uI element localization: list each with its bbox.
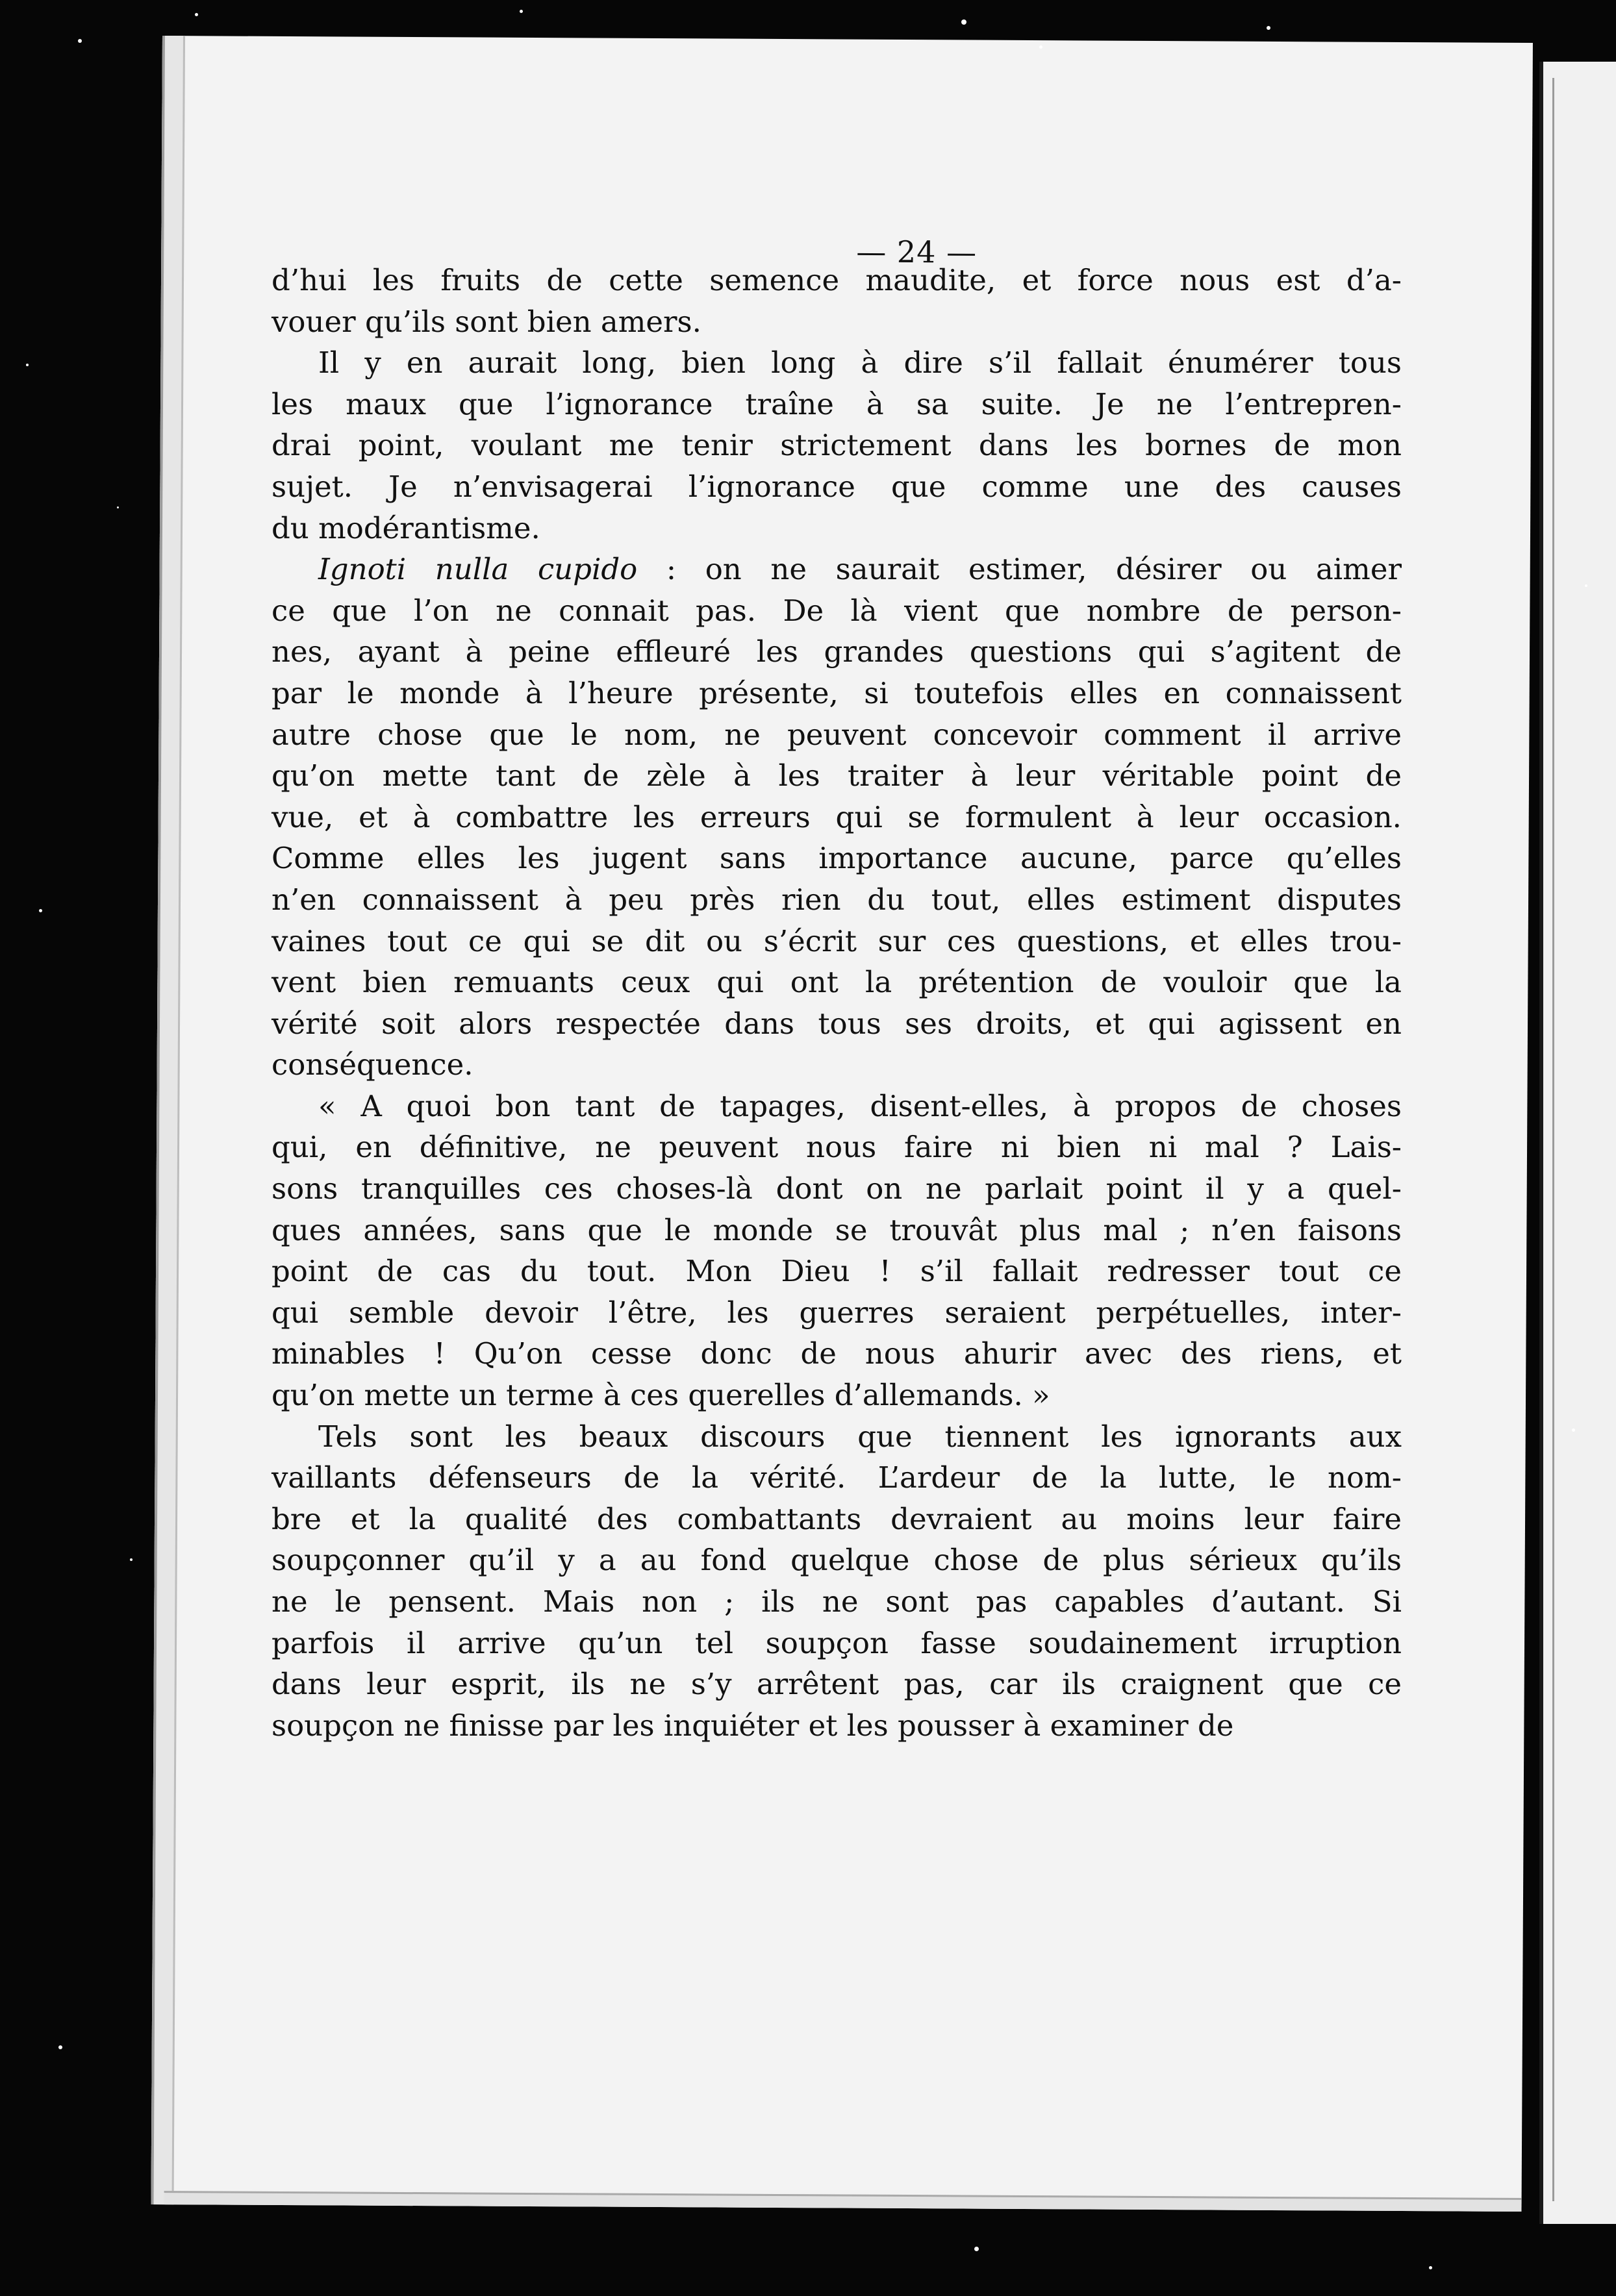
dust-speck bbox=[1039, 45, 1042, 49]
page-number: — 24 — bbox=[856, 234, 978, 270]
dust-speck bbox=[39, 909, 42, 912]
text-line: drai point, voulant me tenir strictement dans les bornes de mon bbox=[271, 428, 1402, 463]
paragraph bbox=[271, 549, 1402, 1086]
text-line: vue, et à combattre les erreurs qui se formulent à leur occasion. bbox=[271, 799, 1402, 834]
dust-speck bbox=[961, 19, 966, 25]
dust-speck bbox=[520, 10, 523, 13]
dust-speck bbox=[117, 506, 119, 508]
dust-speck bbox=[1572, 1429, 1575, 1432]
line-text: : on ne saurait estimer, désirer ou aimer bbox=[637, 552, 1402, 587]
dust-speck bbox=[1585, 584, 1587, 587]
dust-speck bbox=[974, 2247, 979, 2251]
italic-lead: Ignoti nulla cupido bbox=[318, 552, 638, 587]
text-line: Tels sont les beaux discours que tiennent les ignorants aux bbox=[318, 1419, 1402, 1454]
text-line: vaillants défenseurs de la vérité. L’ardeur de la lutte, le nom- bbox=[271, 1460, 1402, 1495]
dust-speck bbox=[130, 1558, 133, 1561]
paragraph bbox=[271, 1416, 1402, 1747]
text-line: ne le pensent. Mais non ; ils ne sont pas capables d’autant. Si bbox=[271, 1584, 1402, 1619]
text-line: soupçon ne finisse par les inquiéter et les pousser à examiner de bbox=[271, 1708, 1234, 1743]
text-line: ques années, sans que le monde se trouvât plus mal ; n’en faisons bbox=[271, 1212, 1402, 1247]
paragraph bbox=[271, 1086, 1402, 1416]
text-line: conséquence. bbox=[271, 1047, 473, 1082]
text-line: qu’on mette un terme à ces querelles d’allemands. » bbox=[271, 1378, 1050, 1413]
text-line: ce que l’on ne connait pas. De là vient que nombre de person- bbox=[271, 593, 1402, 628]
text-line: soupçonner qu’il y a au fond quelque chose de plus sérieux qu’ils bbox=[271, 1543, 1402, 1578]
text-line: sons tranquilles ces choses-là dont on ne parlait point il y a quel- bbox=[271, 1171, 1402, 1206]
dust-speck bbox=[1429, 2266, 1432, 2269]
dust-speck bbox=[1267, 26, 1270, 30]
adjacent-page-inner-edge bbox=[1552, 78, 1600, 2201]
text-line: sujet. Je n’envisagerai l’ignorance que comme une des causes bbox=[271, 469, 1402, 504]
body-text bbox=[271, 260, 1402, 1746]
text-line: qui, en définitive, ne peuvent nous faire ni bien ni mal ? Lais- bbox=[271, 1130, 1402, 1165]
text-line: « A quoi bon tant de tapages, disent-elles, à propos de choses bbox=[318, 1088, 1402, 1123]
dust-speck bbox=[195, 13, 198, 16]
text-line: Il y en aurait long, bien long à dire s’il fallait énumérer tous bbox=[318, 345, 1402, 381]
text-line: dans leur esprit, ils ne s’y arrêtent pas, car ils craignent que ce bbox=[271, 1667, 1402, 1702]
text-line: minables ! Qu’on cesse donc de nous ahurir avec des riens, et bbox=[271, 1336, 1402, 1371]
text-line bbox=[271, 549, 1402, 590]
text-line: d’hui les fruits de cette semence maudite, et force nous est d’a- bbox=[271, 263, 1402, 297]
text-line: du modérantisme. bbox=[271, 510, 540, 545]
text-line: parfois il arrive qu’un tel soupçon fasse soudainement irruption bbox=[271, 1625, 1402, 1660]
text-line: n’en connaissent à peu près rien du tout, elles estiment disputes bbox=[271, 882, 1402, 917]
text-line: point de cas du tout. Mon Dieu ! s’il fallait redresser tout ce bbox=[271, 1254, 1402, 1289]
text-line: les maux que l’ignorance traîne à sa suite. Je ne l’entrepren- bbox=[271, 386, 1402, 421]
dust-speck bbox=[78, 39, 82, 43]
text-line: vouer qu’ils sont bien amers. bbox=[271, 304, 701, 339]
text-line: vent bien remuants ceux qui ont la prétention de vouloir que la bbox=[271, 965, 1402, 1000]
text-line: qu’on mette tant de zèle à les traiter à leur véritable point de bbox=[271, 758, 1402, 793]
dust-speck bbox=[58, 2045, 62, 2049]
text-line: autre chose que le nom, ne peuvent concevoir comment il arrive bbox=[271, 717, 1402, 752]
dust-speck bbox=[26, 364, 29, 366]
text-line: bre et la qualité des combattants devraient au moins leur faire bbox=[271, 1501, 1402, 1536]
text-line: qui semble devoir l’être, les guerres seraient perpétuelles, inter- bbox=[271, 1295, 1402, 1330]
text-line: vaines tout ce qui se dit ou s’écrit sur ces questions, et elles trou- bbox=[271, 923, 1402, 958]
text-line: nes, ayant à peine effleuré les grandes questions qui s’agitent de bbox=[271, 634, 1402, 669]
paragraph bbox=[271, 342, 1402, 549]
text-line: par le monde à l’heure présente, si toutefois elles en connaissent bbox=[271, 675, 1402, 710]
text-line: Comme elles les jugent sans importance aucune, parce qu’elles bbox=[271, 841, 1402, 876]
text-line: vérité soit alors respectée dans tous ses droits, et qui agissent en bbox=[271, 1006, 1402, 1041]
paragraph bbox=[271, 260, 1402, 342]
